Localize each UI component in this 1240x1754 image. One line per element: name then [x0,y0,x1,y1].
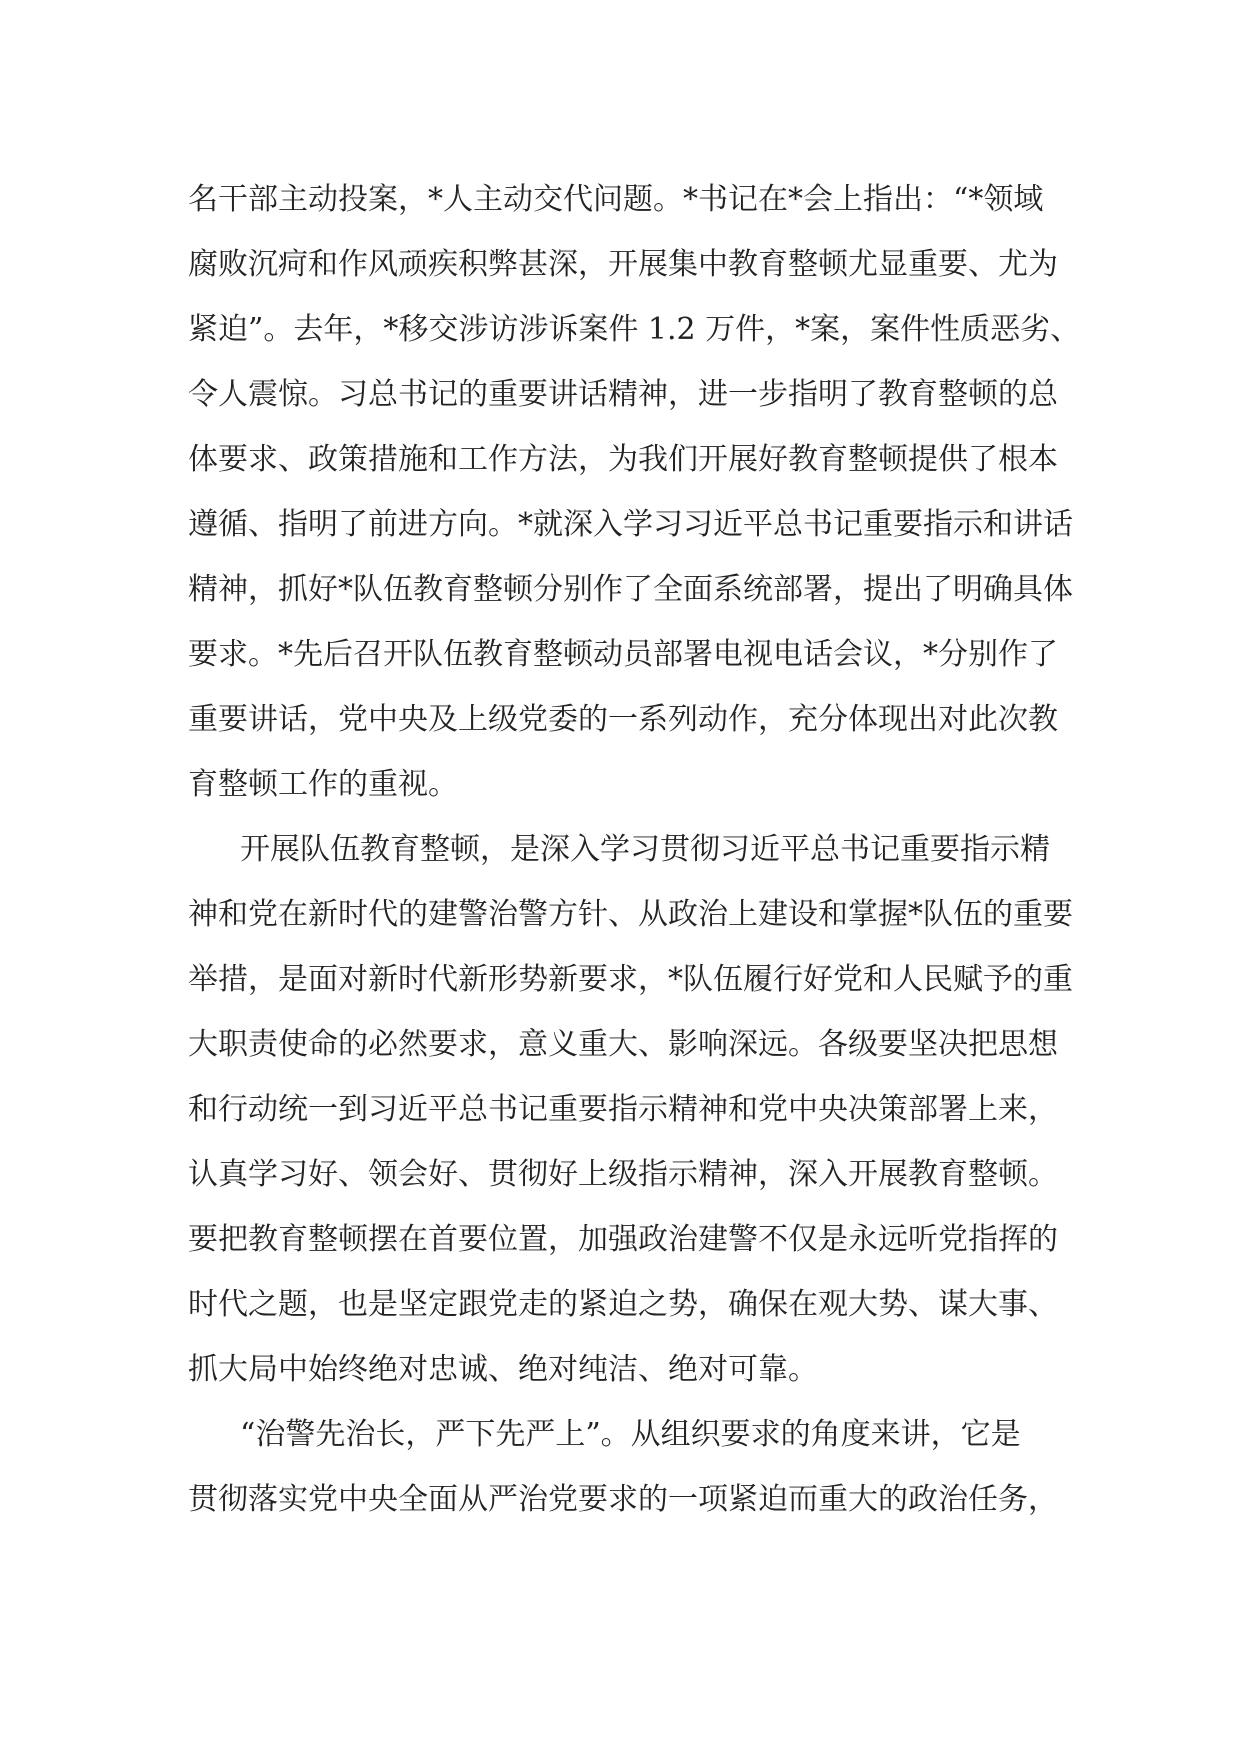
text-line: 精神，抓好*队伍教育整顿分别作了全面系统部署，提出了明确具体 [188,572,1073,607]
text-line: 体要求、政策措施和工作方法，为我们开展好教育整顿提供了根本 [188,442,1058,477]
text-line: 令人震惊。习总书记的重要讲话精神，进一步指明了教育整顿的总 [188,377,1058,412]
text-line: 和行动统一到习近平总书记重要指示精神和党中央决策部署上来， [188,1092,1058,1127]
text-line: 重要讲话，党中央及上级党委的一系列动作，充分体现出对此次教 [188,702,1058,737]
text-line: 要求。*先后召开队伍教育整顿动员部署电视电话会议，*分别作了 [188,637,1058,672]
text-line: 育整顿工作的重视。 [188,767,458,802]
text-line: 时代之题，也是坚定跟党走的紧迫之势，确保在观大势、谋大事、 [188,1287,1058,1322]
text-line: “治警先治长，严下先严上”。从组织要求的角度来讲，它是 [240,1417,1021,1452]
paragraph-3 [188,1402,1068,1532]
text-line: 名干部主动投案，*人主动交代问题。*书记在*会上指出：“*领域 [188,182,1044,217]
paragraph-2 [188,817,1073,1402]
text-line: 开展队伍教育整顿，是深入学习贯彻习近平总书记重要指示精 [240,832,1050,867]
text-line: 腐败沉疴和作风顽疾积弊甚深，开展集中教育整顿尤显重要、尤为 [188,247,1058,282]
text-line: 认真学习好、领会好、贯彻好上级指示精神，深入开展教育整顿。 [188,1157,1058,1192]
text-line: 贯彻落实党中央全面从严治党要求的一项紧迫而重大的政治任务， [188,1482,1058,1517]
text-line: 紧迫”。去年，*移交涉访涉诉案件 1.2 万件，*案，案件性质恶劣、 [188,312,1081,347]
text-line: 要把教育整顿摆在首要位置，加强政治建警不仅是永远听党指挥的 [188,1222,1058,1257]
text-line: 神和党在新时代的建警治警方针、从政治上建设和掌握*队伍的重要 [188,897,1073,932]
paragraph-1 [188,167,1081,817]
text-line: 抓大局中始终绝对忠诚、绝对纯洁、绝对可靠。 [188,1352,818,1387]
document-body [188,167,1081,1532]
text-line: 大职责使命的必然要求，意义重大、影响深远。各级要坚决把思想 [188,1027,1058,1062]
text-line: 举措，是面对新时代新形势新要求，*队伍履行好党和人民赋予的重 [188,962,1073,997]
text-line: 遵循、指明了前进方向。*就深入学习习近平总书记重要指示和讲话 [188,507,1073,542]
